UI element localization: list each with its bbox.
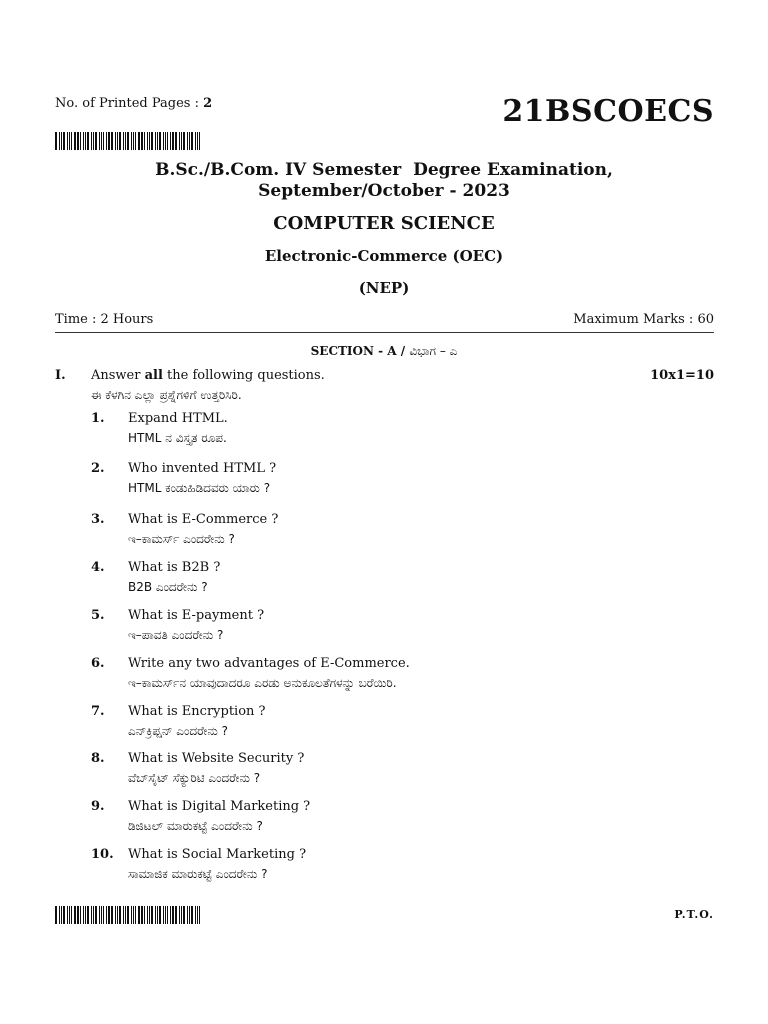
question-english: What is B2B ?	[128, 560, 221, 575]
barcode-bar	[123, 906, 124, 924]
barcode-bar	[125, 132, 126, 150]
time-allowed: Time : 2 Hours	[55, 312, 154, 327]
question-number: 10.	[91, 847, 114, 862]
barcode-bar	[181, 132, 182, 150]
barcode-bar	[119, 906, 121, 924]
barcode-bar	[147, 906, 148, 924]
barcode-bar	[119, 132, 121, 150]
barcode-bar	[197, 906, 198, 924]
barcode-bar	[103, 906, 104, 924]
question-number: 3.	[91, 512, 105, 527]
header-divider	[55, 332, 714, 333]
barcode-bar	[172, 906, 174, 924]
barcode-bar	[135, 132, 136, 150]
barcode-bar	[163, 906, 164, 924]
question-english: Write any two advantages of E-Commerce.	[128, 656, 410, 671]
barcode-bar	[131, 906, 132, 924]
barcode-bar	[77, 906, 79, 924]
barcode-bar	[179, 906, 180, 924]
barcode-bar	[108, 132, 110, 150]
barcode-bar	[101, 906, 102, 924]
barcode-bottom	[55, 906, 202, 924]
barcode-bar	[63, 132, 65, 150]
barcode-bar	[95, 906, 97, 924]
barcode-bar	[170, 132, 171, 150]
scheme-label: (NEP)	[358, 279, 410, 297]
barcode-bar	[67, 906, 68, 924]
barcode-bar	[59, 906, 60, 924]
barcode-bar	[71, 132, 72, 150]
page-turn-over: P.T.O.	[674, 908, 714, 921]
barcode-bar	[141, 906, 143, 924]
barcode-bar	[170, 906, 171, 924]
question-kannada: ವೆಬ್‌ಸೈಟ್ ಸೆಕ್ಯುರಿಟಿ ಎಂದರೇನು ?	[128, 771, 261, 785]
barcode-bar	[55, 906, 57, 924]
question-kannada: HTML ನ ವಿಸ್ತೃತ ರೂಪ.	[128, 431, 227, 445]
barcode-bar	[147, 132, 148, 150]
section-instruction-kannada: ಈ ಕೆಳಗಿನ ಎಲ್ಲಾ ಪ್ರಶ್ನೆಗಳಿಗೆ ಉತ್ತರಿಸಿರಿ.	[91, 388, 242, 402]
barcode-bar	[159, 132, 161, 150]
barcode-bar	[131, 132, 132, 150]
barcode-bar	[183, 132, 185, 150]
barcode-bar	[165, 132, 166, 150]
barcode-bar	[83, 132, 84, 150]
question-english: What is Encryption ?	[128, 704, 266, 719]
question-number: 9.	[91, 799, 105, 814]
question-number: 2.	[91, 461, 105, 476]
question-kannada: ಡಿಜಿಟಲ್ ಮಾರುಕಟ್ಟೆ ಎಂದರೇನು ?	[128, 819, 263, 833]
barcode-bar	[63, 906, 65, 924]
barcode-bar	[189, 906, 190, 924]
barcode-bar	[151, 906, 153, 924]
barcode-bar	[111, 906, 113, 924]
barcode-bar	[138, 132, 140, 150]
barcode-bar	[138, 906, 140, 924]
barcode-bar	[67, 132, 68, 150]
instruction-post: the following questions.	[162, 368, 325, 383]
barcode-bar	[91, 906, 92, 924]
question-number: 4.	[91, 560, 105, 575]
barcode-bar	[151, 132, 153, 150]
question-english: What is Website Security ?	[128, 751, 305, 766]
question-kannada: ಎನ್‌ಕ್ರಿಪ್ಷನ್ ಎಂದರೇನು ?	[128, 724, 229, 738]
question-english: What is Digital Marketing ?	[128, 799, 311, 814]
question-number: 5.	[91, 608, 105, 623]
barcode-bar	[191, 906, 193, 924]
barcode-bar	[127, 132, 129, 150]
barcode-bar	[83, 906, 84, 924]
barcode-bar	[195, 906, 196, 924]
barcode-bar	[181, 906, 182, 924]
barcode-bar	[187, 906, 188, 924]
barcode-bar	[125, 906, 126, 924]
barcode-bar	[74, 132, 76, 150]
barcode-bar	[133, 906, 134, 924]
barcode-bar	[91, 132, 92, 150]
barcode-bar	[85, 906, 86, 924]
question-group-number: I.	[55, 368, 66, 383]
exam-title	[0, 160, 768, 202]
barcode-bar	[106, 906, 107, 924]
barcode-bar	[55, 132, 57, 150]
barcode-bar	[127, 906, 129, 924]
barcode-bar	[175, 906, 177, 924]
question-kannada: ಸಾಮಾಜಿಕ ಮಾರುಕಟ್ಟೆ ಎಂದರೇನು ?	[128, 867, 268, 881]
barcode-bar	[117, 132, 118, 150]
barcode-bar	[61, 906, 62, 924]
section-instruction	[91, 368, 325, 383]
barcode-bar	[85, 132, 86, 150]
question-number: 6.	[91, 656, 105, 671]
barcode-bar	[108, 906, 110, 924]
barcode-bar	[167, 132, 168, 150]
barcode-bar	[133, 132, 134, 150]
question-kannada: HTML ಕಂಡುಹಿಡಿದವರು ಯಾರು ?	[128, 481, 271, 495]
question-kannada: B2B ಎಂದರೇನು ?	[128, 580, 208, 594]
barcode-bar	[111, 132, 113, 150]
question-english: Expand HTML.	[128, 411, 228, 426]
barcode-bar	[80, 132, 81, 150]
question-english: What is E-payment ?	[128, 608, 265, 623]
barcode-bar	[141, 132, 143, 150]
barcode-bar	[95, 132, 97, 150]
question-kannada: ಇ–ಪಾವತಿ ಎಂದರೇನು ?	[128, 628, 224, 642]
barcode-bar	[80, 906, 81, 924]
barcode-bar	[115, 132, 116, 150]
question-english: What is Social Marketing ?	[128, 847, 307, 862]
barcode-bar	[93, 132, 94, 150]
printed-pages-label: No. of Printed Pages :	[55, 96, 204, 111]
barcode-bar	[149, 132, 150, 150]
barcode-bar	[172, 132, 174, 150]
barcode-bar	[167, 906, 168, 924]
barcode-bar	[115, 906, 116, 924]
question-number: 7.	[91, 704, 105, 719]
barcode-bar	[135, 906, 136, 924]
barcode-bar	[106, 132, 107, 150]
barcode-bar	[69, 132, 70, 150]
barcode-bar	[163, 132, 164, 150]
barcode-bar	[99, 132, 100, 150]
barcode-bar	[144, 132, 145, 150]
barcode-bar	[197, 132, 198, 150]
barcode-bar	[61, 132, 62, 150]
question-kannada: ಇ–ಕಾಮರ್ಸ್ ಎಂದರೇನು ?	[128, 532, 235, 546]
barcode-bar	[175, 132, 177, 150]
question-kannada: ಇ–ಕಾಮರ್ಸ್‌ನ ಯಾವುದಾದರೂ ಎರಡು ಅನುಕೂಲತೆಗಳನ್ನು ಬರೆಯಿರಿ.	[128, 676, 397, 690]
barcode-bar	[195, 132, 196, 150]
barcode-bar	[199, 132, 200, 150]
instruction-bold: all	[144, 368, 163, 383]
barcode-bar	[117, 906, 118, 924]
barcode-bar	[155, 132, 156, 150]
section-title-kannada: ವಿಭಾಗ – ಎ	[409, 344, 458, 358]
barcode-bar	[69, 906, 70, 924]
subject-title: COMPUTER SCIENCE	[273, 213, 495, 234]
barcode-bar	[99, 906, 100, 924]
barcode-bar	[59, 132, 60, 150]
instruction-pre: Answer	[91, 368, 145, 383]
question-number: 8.	[91, 751, 105, 766]
barcode-bar	[165, 906, 166, 924]
question-english: What is E-Commerce ?	[128, 512, 279, 527]
barcode-bar	[93, 906, 94, 924]
section-heading	[0, 344, 768, 359]
barcode-bar	[123, 132, 124, 150]
barcode-bar	[144, 906, 145, 924]
barcode-bar	[77, 132, 79, 150]
section-marks: 10x1=10	[650, 368, 714, 383]
barcode-top	[55, 132, 202, 150]
maximum-marks: Maximum Marks : 60	[573, 312, 714, 327]
barcode-bar	[187, 132, 188, 150]
barcode-bar	[87, 906, 89, 924]
barcode-bar	[179, 132, 180, 150]
barcode-bar	[183, 906, 185, 924]
printed-pages-note	[55, 96, 212, 111]
barcode-bar	[149, 906, 150, 924]
barcode-bar	[155, 906, 156, 924]
barcode-bar	[101, 132, 102, 150]
barcode-bar	[191, 132, 193, 150]
barcode-bar	[159, 906, 161, 924]
barcode-bar	[103, 132, 104, 150]
barcode-bar	[199, 906, 200, 924]
barcode-bar	[74, 906, 76, 924]
exam-title-line1: B.Sc./B.Com. IV Semester Degree Examination,	[155, 160, 613, 180]
barcode-bar	[87, 132, 89, 150]
section-title: SECTION - A /	[310, 344, 410, 358]
barcode-bar	[157, 132, 158, 150]
barcode-bar	[71, 906, 72, 924]
paper-code: 21BSCOECS	[502, 94, 714, 129]
printed-pages-value: 2	[203, 96, 213, 111]
barcode-bar	[157, 906, 158, 924]
paper-name: Electronic-Commerce (OEC)	[264, 247, 504, 265]
exam-title-line2: September/October - 2023	[258, 181, 510, 201]
question-english: Who invented HTML ?	[128, 461, 277, 476]
question-number: 1.	[91, 411, 105, 426]
barcode-bar	[189, 132, 190, 150]
